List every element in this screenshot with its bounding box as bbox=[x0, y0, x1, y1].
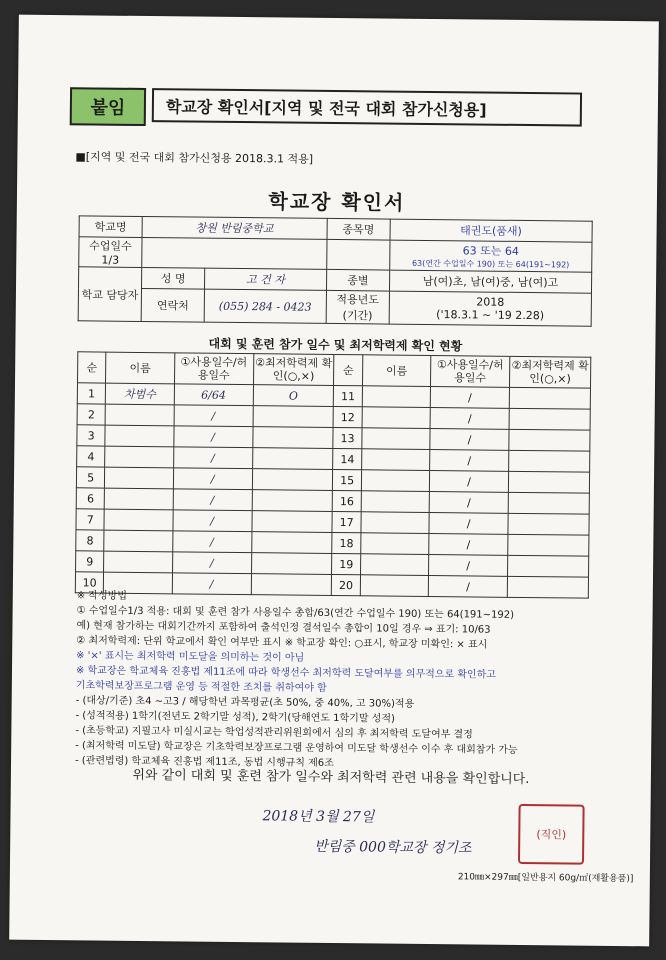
col-header: ②최저학력제 확인(○,×) bbox=[253, 354, 334, 386]
table-cell bbox=[508, 471, 589, 493]
instruction-line: ① 수업일수1/3 적용: 대회 및 훈련 참가 사용일수 총합/63(연간 수업일수 190) 또는 64(191~192) bbox=[76, 605, 515, 621]
table-cell bbox=[104, 551, 173, 573]
instruction-line: ※ 작성방법 bbox=[76, 590, 128, 602]
annex-badge: 붙임 bbox=[70, 87, 146, 126]
name-label: 성 명 bbox=[142, 267, 205, 289]
table-cell bbox=[508, 534, 589, 556]
table-cell: 5 bbox=[76, 467, 105, 488]
table-cell bbox=[509, 450, 590, 472]
table-cell: 9 bbox=[76, 551, 105, 572]
date: 2018년 3월 27일 bbox=[262, 808, 375, 826]
table-cell bbox=[509, 387, 590, 409]
confirmation-text: 위와 같이 대회 및 훈련 참가 일수와 최저학력 관련 내용을 확인합니다. bbox=[132, 767, 530, 788]
officer-label: 학교 담당자 bbox=[78, 267, 142, 322]
table-cell bbox=[362, 428, 431, 450]
table-cell bbox=[508, 555, 589, 577]
table-cell: 10 bbox=[75, 572, 104, 593]
period-range: ('18.3.1 ~ '19 2.28) bbox=[436, 308, 545, 323]
table-cell: 차범수 bbox=[106, 383, 175, 405]
table-cell bbox=[361, 449, 430, 471]
table-cell: 2 bbox=[77, 404, 106, 425]
table-cell bbox=[508, 492, 589, 514]
table-cell: / bbox=[173, 447, 252, 469]
table-title: 대회 및 훈련 참가 일수 및 최저학력제 확인 현황 bbox=[208, 336, 463, 354]
document-page bbox=[9, 15, 659, 947]
col-header: 순 bbox=[334, 354, 363, 385]
category-value: 남(여)초, 남(여)중, 남(여)고 bbox=[389, 270, 591, 293]
table-cell: 6/64 bbox=[174, 384, 253, 406]
instruction-line: ※ '×' 표시는 최저학력 미도달을 의미하는 것이 아님 bbox=[76, 650, 305, 664]
instruction-line: ② 최저학력제: 단위 학교에서 확인 여부만 표시 ※ 학교장 확인: ○표시, 학교장 미확인: × 표시 bbox=[76, 635, 488, 651]
event-value: 태권도(품새) bbox=[390, 219, 592, 242]
table-cell: / bbox=[174, 405, 253, 427]
instruction-line: - (최저학력 미도달) 학교장은 기초학력보장프로그램 운영하여 미도달 학생선수 이수 후 대회참가 가능 bbox=[75, 740, 518, 756]
table-cell bbox=[252, 448, 333, 470]
table-cell bbox=[252, 427, 333, 449]
table-cell bbox=[105, 404, 174, 426]
table-cell: / bbox=[172, 573, 251, 595]
category-label: 종별 bbox=[326, 269, 389, 291]
table-cell: / bbox=[172, 552, 251, 574]
instruction-line: - (대상/기준) 초4 ~고3 / 해당학년 과목평균(초 50%, 중 40%, 고 30%)적용 bbox=[75, 695, 415, 710]
table-cell: 11 bbox=[334, 385, 363, 406]
table-cell: O bbox=[253, 385, 334, 407]
table-cell: 3 bbox=[77, 425, 106, 446]
table-cell: 17 bbox=[332, 511, 361, 532]
table-cell: / bbox=[172, 531, 251, 553]
table-cell bbox=[252, 469, 333, 491]
table-cell bbox=[361, 512, 430, 534]
table-cell bbox=[361, 533, 430, 555]
official-seal: (직인) bbox=[518, 804, 585, 865]
table-cell bbox=[105, 425, 174, 447]
paper-spec: 210㎜×297㎜[일반용지 60g/㎡(재활용품)] bbox=[457, 872, 634, 885]
table-cell bbox=[253, 406, 334, 428]
annex-title: 학교장 확인서[지역 및 전국 대회 참가신청용] bbox=[152, 88, 582, 127]
instruction-line: 기초학력보장프로그램 운영 등 적절한 조치를 취하여야 함 bbox=[75, 680, 327, 694]
event-label: 종목명 bbox=[327, 218, 390, 240]
instruction-line: 예) 현재 참가하는 대회기간까지 포함하여 출석인정 결석일수 총합이 10일 경우 ⇒ 표기: 10/63 bbox=[76, 620, 491, 636]
table-cell bbox=[362, 386, 431, 408]
table-cell bbox=[104, 509, 173, 531]
table-cell: / bbox=[430, 408, 509, 430]
table-cell bbox=[252, 490, 333, 512]
table-cell: 7 bbox=[76, 509, 105, 530]
table-cell: 18 bbox=[332, 532, 361, 553]
table-cell bbox=[509, 408, 590, 430]
table-cell: / bbox=[428, 575, 507, 597]
table-cell bbox=[105, 467, 174, 489]
school-value: 창원 반림중학교 bbox=[142, 216, 327, 239]
table-cell bbox=[508, 513, 589, 535]
instruction-line: ※ 학교장은 학교체육 진흥법 제11조에 따라 학생선수 최저학력 도달여부를 의무적으로 확인하고 bbox=[75, 665, 497, 681]
col-header: 순 bbox=[78, 352, 107, 383]
table-cell: 13 bbox=[333, 427, 362, 448]
contact-label: 연락처 bbox=[141, 288, 204, 322]
days-label: 수업일수 1/3 bbox=[79, 237, 142, 268]
table-cell: 1 bbox=[77, 383, 106, 404]
document-title: 학교장 확인서 bbox=[268, 189, 406, 215]
period-year: 2018 bbox=[476, 295, 505, 309]
table-cell: / bbox=[173, 468, 252, 490]
days-value: 63 또는 64 bbox=[462, 244, 519, 258]
form-note: ■[지역 및 전국 대회 참가신청용 2018.3.1 적용] bbox=[75, 150, 314, 166]
table-cell: 6 bbox=[76, 488, 105, 509]
col-header: ①사용일수/허용일수 bbox=[431, 356, 510, 388]
instruction-line: - (초등학교) 지필고사 미실시교는 학업성적관리위원회에서 심의 후 최저학력 도달여부 결정 bbox=[75, 725, 473, 741]
table-cell: 8 bbox=[76, 530, 105, 551]
days-label-cell bbox=[326, 239, 389, 270]
table-cell: / bbox=[429, 554, 508, 576]
instructions bbox=[75, 588, 597, 773]
table-cell: / bbox=[429, 492, 508, 514]
principal-signature: 반림중 000학교장 정기조 bbox=[314, 838, 472, 857]
col-header: 이름 bbox=[106, 352, 175, 384]
days-note: 63(연간 수업일수 190) 또는 64(191~192) bbox=[411, 258, 570, 270]
table-cell: / bbox=[430, 429, 509, 451]
info-table bbox=[78, 215, 593, 326]
table-cell bbox=[360, 554, 429, 576]
table-cell: 12 bbox=[334, 406, 363, 427]
table-cell bbox=[105, 446, 174, 468]
name-value: 고 건 자 bbox=[204, 268, 326, 290]
table-cell: 19 bbox=[332, 553, 361, 574]
instruction-line: - (관련법령) 학교체육 진흥법 제11조, 동법 시행규칙 제6조 bbox=[74, 755, 334, 770]
table-cell bbox=[251, 532, 332, 554]
table-cell: 14 bbox=[333, 448, 362, 469]
table-cell: / bbox=[173, 489, 252, 511]
participation-table bbox=[75, 351, 592, 598]
table-cell: / bbox=[430, 471, 509, 493]
table-cell: 16 bbox=[333, 490, 362, 511]
table-cell bbox=[105, 488, 174, 510]
instruction-line: - (성적적용) 1학기(전년도 2학기말 성적), 2학기(당해연도 1학기말 성적) bbox=[75, 710, 395, 725]
table-cell: 4 bbox=[77, 446, 106, 467]
table-cell bbox=[104, 530, 173, 552]
school-label: 학교명 bbox=[79, 216, 142, 238]
table-cell: 15 bbox=[333, 469, 362, 490]
table-cell: / bbox=[173, 510, 252, 532]
table-cell bbox=[251, 511, 332, 533]
col-header: 이름 bbox=[362, 355, 431, 387]
contact-value: (055) 284 - 0423 bbox=[204, 289, 326, 323]
table-cell bbox=[509, 429, 590, 451]
table-cell bbox=[362, 407, 431, 429]
col-header: ②최저학력제 확인(○,×) bbox=[509, 356, 590, 388]
table-cell bbox=[361, 491, 430, 513]
table-cell bbox=[361, 470, 430, 492]
table-cell bbox=[251, 553, 332, 575]
period-label: 적용년도 (기간) bbox=[326, 290, 389, 324]
table-cell: / bbox=[429, 513, 508, 535]
table-cell: / bbox=[430, 450, 509, 472]
col-header: ①사용일수/허용일수 bbox=[174, 353, 253, 385]
table-cell: / bbox=[430, 387, 509, 409]
table-cell: / bbox=[174, 426, 253, 448]
table-cell: / bbox=[429, 533, 508, 555]
table-cell: 20 bbox=[332, 574, 361, 595]
